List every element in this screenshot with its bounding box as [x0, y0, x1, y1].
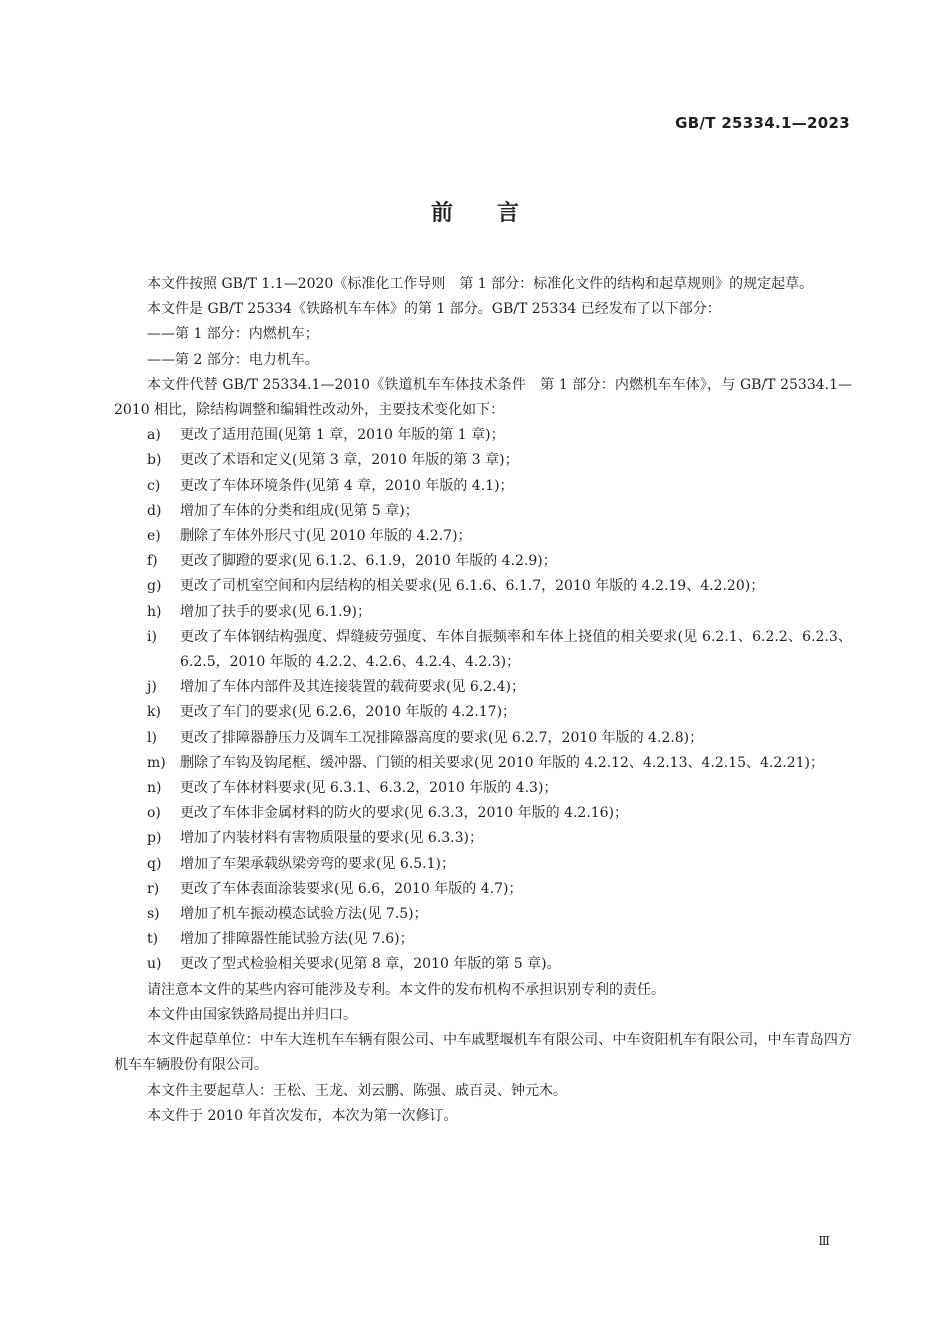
list-item-label: n) [147, 780, 162, 797]
list-item-label: k) [147, 704, 161, 721]
list-item-text: 增加了车架承载纵梁旁弯的要求(见 6.5.1)； [180, 855, 455, 872]
list-item [114, 524, 852, 549]
list-item-text: 更改了车体环境条件(见第 4 章，2010 年版的 4.1)； [180, 477, 514, 494]
list-item [114, 499, 852, 524]
list-item-text: 增加了机车振动模态试验方法(见 7.5)； [180, 906, 428, 923]
list-item-text: 更改了车门的要求(见 6.2.6，2010 年版的 4.2.17)； [180, 704, 517, 721]
paragraph-history: 本文件于 2010 年首次发布，本次为第一次修订。 [147, 1107, 458, 1124]
list-item-label: h) [147, 603, 162, 620]
list-item-label: c) [147, 477, 161, 494]
list-item-text: 删除了车钩及钩尾框、缓冲器、门锁的相关要求(见 2010 年版的 4.2.12、4.2.13、4.2.15、4.2.21)； [180, 754, 825, 771]
list-item-label: o) [147, 805, 161, 822]
list-item [114, 549, 852, 574]
list-item-label: r) [147, 880, 160, 897]
standard-number: GB/T 25334.1—2023 [675, 114, 850, 132]
list-item [114, 927, 852, 952]
page-number: Ⅲ [818, 1234, 830, 1248]
list-item-text: 增加了排障器性能试验方法(见 7.6)； [180, 931, 414, 948]
list-item-text: 更改了型式检验相关要求(见第 8 章，2010 年版的第 5 章)。 [180, 956, 561, 973]
list-item-text: 更改了司机室空间和内层结构的相关要求(见 6.1.6、6.1.7，2010 年版的 4.2.19、4.2.20)； [180, 578, 765, 595]
list-item [114, 952, 852, 977]
list-item-label: p) [147, 830, 162, 847]
list-item [114, 474, 852, 499]
list-item [114, 751, 852, 776]
paragraph-drafting-units: 本文件起草单位：中车大连机车车辆有限公司、中车戚墅堰机车有限公司、中车资阳机车有限公司，中车青岛四方机车车辆股份有限公司。 [114, 1032, 852, 1074]
part-list-item: ——第 1 部分：内燃机车； [147, 326, 319, 343]
list-item-text: 更改了车体材料要求(见 6.3.1、6.3.2，2010 年版的 4.3)； [180, 780, 558, 797]
paragraph-drafting-rules: 本文件按照 GB/T 1.1—2020《标准化工作导则 第 1 部分：标准化文件的结构和起草规则》的规定起草。 [147, 276, 814, 292]
list-item-text: 增加了车体的分类和组成(见第 5 章)； [180, 502, 419, 519]
list-item-text: 删除了车体外形尺寸(见 2010 年版的 4.2.7)； [180, 528, 472, 545]
list-item-label: b) [147, 452, 162, 469]
list-item [114, 600, 852, 625]
list-item-label: u) [147, 956, 162, 973]
list-item-text: 增加了扶手的要求(见 6.1.9)； [180, 603, 371, 620]
list-item [114, 625, 852, 675]
list-item-text: 更改了车体表面涂装要求(见 6.6，2010 年版的 4.7)； [180, 880, 523, 897]
list-item-text: 增加了车体内部件及其连接装置的载荷要求(见 6.2.4)； [180, 679, 525, 696]
list-item [114, 776, 852, 801]
list-item-text: 更改了车体非金属材料的防火的要求(见 6.3.3，2010 年版的 4.2.16)； [180, 805, 629, 822]
list-item [114, 423, 852, 448]
list-item [114, 801, 852, 826]
list-item [114, 726, 852, 751]
list-item [114, 574, 852, 599]
list-item [114, 902, 852, 927]
paragraph-replacement: 本文件代替 GB/T 25334.1—2010《铁道机车车体技术条件 第 1 部分：内燃机车车体》，与 GB/T 25334.1—2010 相比，除结构调整和编辑性改动外，主要技术变化如下： [114, 376, 852, 419]
paragraph-patent: 请注意本文件的某些内容可能涉及专利。本文件的发布机构不承担识别专利的责任。 [147, 981, 665, 998]
list-item-label: d) [147, 502, 162, 519]
list-item [114, 877, 852, 902]
list-item-label: j) [147, 679, 157, 696]
list-item-label: l) [147, 729, 157, 746]
list-item-label: t) [147, 931, 159, 948]
list-item-label: m) [147, 754, 166, 771]
paragraph-parts-intro: 本文件是 GB/T 25334《铁路机车车体》的第 1 部分。GB/T 25334 已经发布了以下部分： [147, 301, 721, 318]
list-item-label: i) [147, 628, 157, 645]
list-item [114, 448, 852, 473]
list-item-text: 更改了术语和定义(见第 3 章，2010 年版的第 3 章)； [180, 452, 519, 469]
page-title: 前言 [430, 201, 563, 226]
list-item-text: 增加了内装材料有害物质限量的要求(见 6.3.3)； [180, 830, 483, 847]
list-item-text: 更改了适用范围(见第 1 章，2010 年版的第 1 章)； [180, 427, 505, 444]
list-item [114, 826, 852, 851]
list-item-label: f) [147, 553, 158, 570]
list-item-text: 更改了排障器静压力及调车工况排障器高度的要求(见 6.2.7，2010 年版的 4.2.8)； [180, 729, 704, 746]
list-item-label: e) [147, 528, 161, 545]
list-item-text: 更改了脚蹬的要求(见 6.1.2、6.1.9，2010 年版的 4.2.9)； [180, 553, 557, 570]
paragraph-drafters: 本文件主要起草人：王松、王龙、刘云鹏、陈强、戚百灵、钟元木。 [147, 1082, 567, 1099]
list-item-label: a) [147, 427, 161, 444]
foreword-body [114, 272, 852, 1129]
list-item [114, 852, 852, 877]
list-item-label: q) [147, 855, 162, 872]
list-item [114, 675, 852, 700]
paragraph-proposer: 本文件由国家铁路局提出并归口。 [147, 1006, 357, 1023]
part-list-item: ——第 2 部分：电力机车。 [147, 351, 319, 368]
list-item-text: 更改了车体钢结构强度、焊缝疲劳强度、车体自振频率和车体上挠值的相关要求(见 6.2.1、6.2.2、6.2.3、6.2.5，2010 年版的 4.2.2、4.2.6、4.2.4、4.2.3)； [180, 628, 852, 671]
list-item-label: s) [147, 906, 160, 923]
changes-list [114, 423, 852, 977]
list-item-label: g) [147, 578, 162, 595]
list-item [114, 700, 852, 725]
